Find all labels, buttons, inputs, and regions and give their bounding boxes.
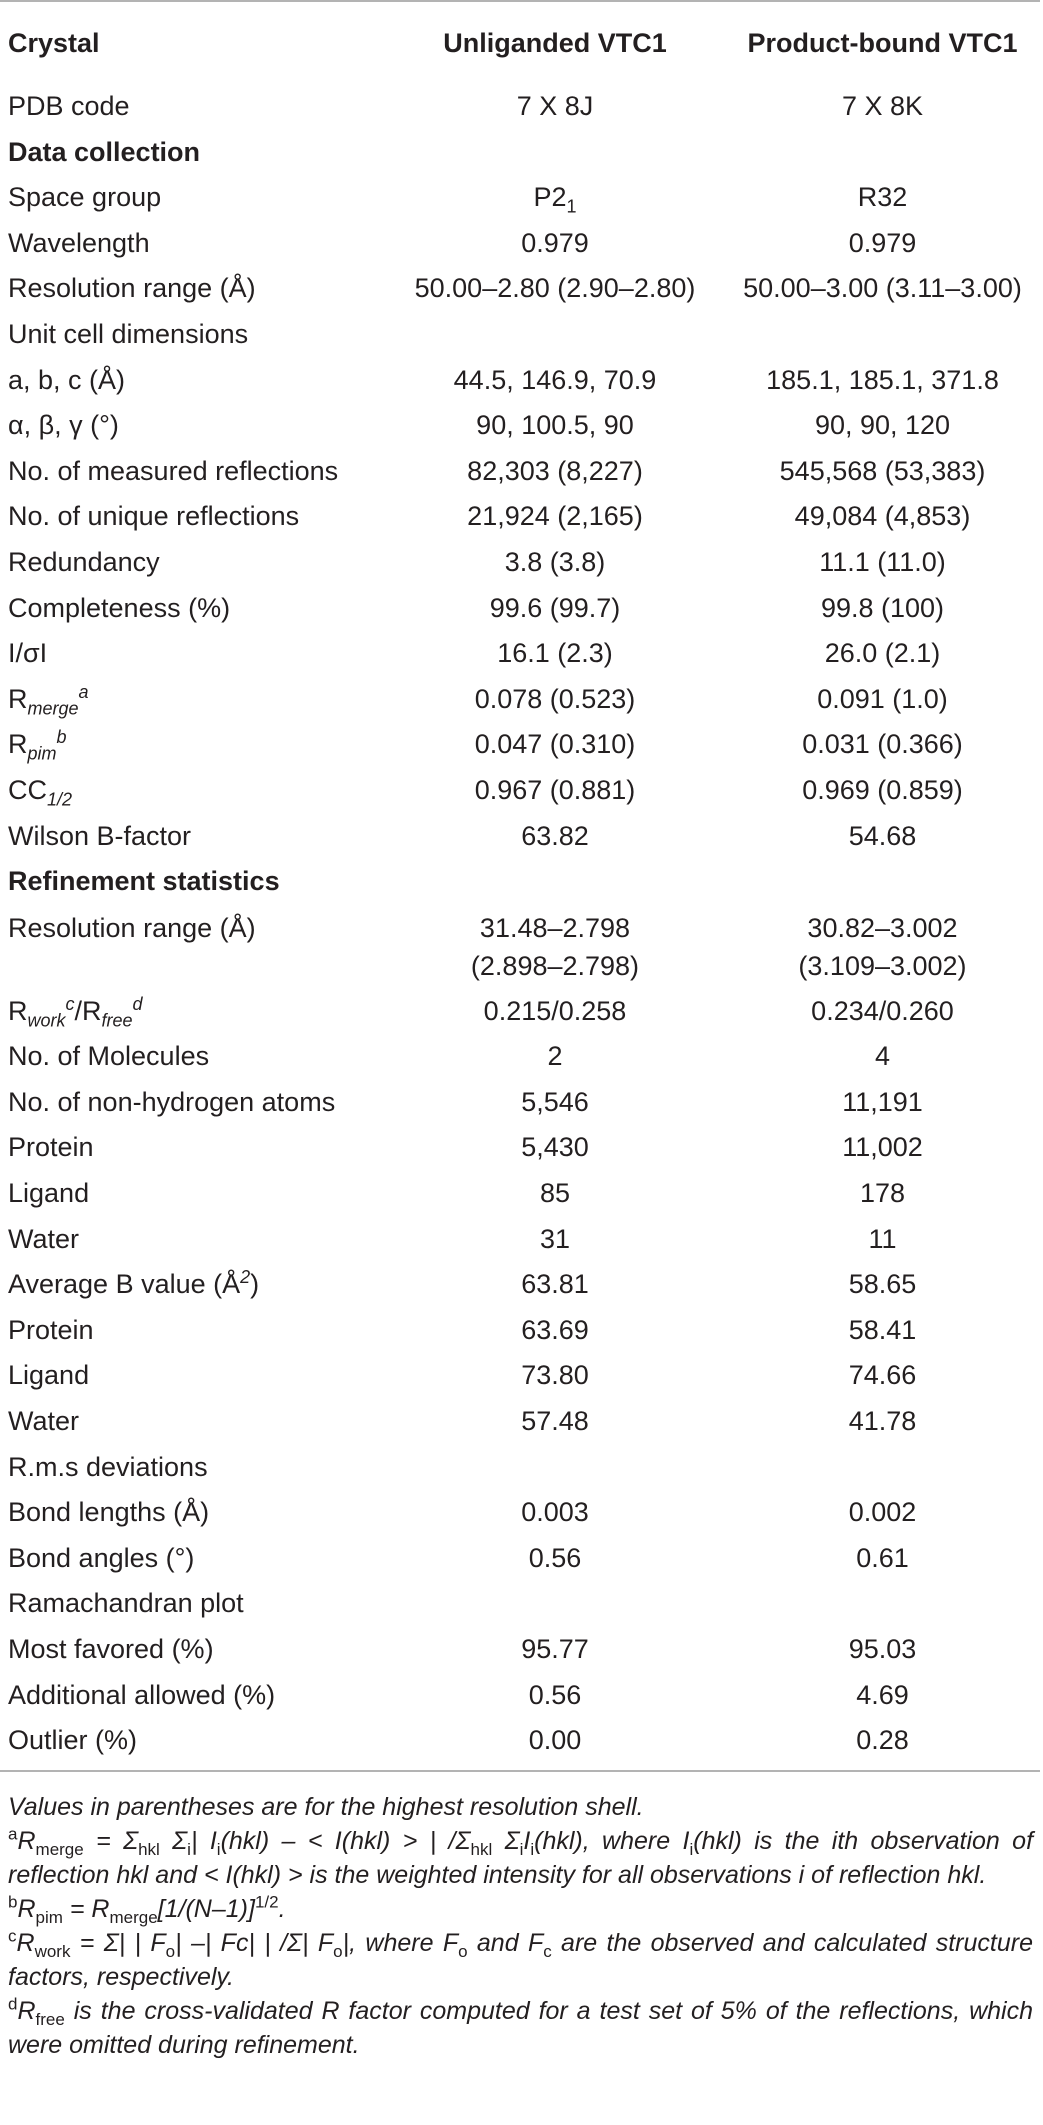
footnote-a: $^aR_{merge} = \Sigma_{hkl}$ $\Sigma_i|$ $I_i(hkl)$ – < I(hkl) > | $/\Sigma_{hkl}$ $\Sigma_iI_i(hkl)$, where $I_i(hkl)$ is the ith observation of reflection hkl and < I(hkl) > is the weighted intensity for all observations i of reflection hkl.	[8, 1824, 1034, 1889]
unliganded-value: 0.979	[521, 227, 589, 258]
footnote-c: $^cR_{work} = \Sigma|$ | $F_o|$ –| Fc| | /Σ| $F_o|$, where $F_o$ and $F_c$ are the observed and calculated structure factors, respectively.	[8, 1926, 1033, 1991]
footnote-parentheses: Values in parentheses are for the highest resolution shell.	[8, 1793, 644, 1821]
row-label: Redundancy	[8, 546, 160, 577]
row-label: $R_{work}^c/R_{free}^d$	[8, 993, 143, 1031]
row-label: Wavelength	[8, 227, 150, 258]
unliganded-value: 3.8 (3.8)	[504, 546, 606, 577]
product-bound-value: 58.41	[848, 1314, 917, 1345]
table-row	[0, 266, 1040, 312]
table-row	[0, 722, 1040, 768]
row-label: I/σI	[8, 638, 48, 669]
crystallography-table	[0, 2, 1040, 1764]
row-label: R.m.s deviations	[8, 1451, 208, 1482]
header-product-bound: Product-bound VTC1	[747, 28, 1018, 58]
table-row	[0, 1308, 1040, 1354]
header-crystal: Crystal	[8, 28, 100, 58]
unliganded-value: 0.047 (0.310)	[474, 729, 636, 760]
table-footnotes	[8, 1790, 1033, 2062]
product-bound-value: 7 X 8K	[841, 91, 924, 121]
unliganded-value: 63.69	[521, 1314, 589, 1345]
row-label: $CC_{1/2}$	[8, 774, 73, 810]
product-bound-value: 11,191	[842, 1086, 923, 1117]
unliganded-value: 95.77	[521, 1634, 589, 1664]
unliganded-value: 31.48–2.798 (2.898–2.798)	[470, 912, 640, 981]
table-row	[0, 814, 1040, 860]
unliganded-value: 57.48	[521, 1406, 589, 1437]
row-label: Completeness (%)	[8, 592, 231, 623]
product-bound-value: 0.969 (0.859)	[802, 774, 963, 805]
row-label: Water	[8, 1223, 80, 1254]
product-bound-value: 11,002	[842, 1132, 923, 1163]
table-row	[0, 494, 1040, 540]
unliganded-value: 31	[539, 1223, 571, 1254]
footnote-d: $^dR_{free}$ is the cross-validated R factor computed for a test set of 5% of the reflections, which were omitted during refinement.	[8, 1994, 1033, 2059]
row-label: Unit cell dimensions	[8, 318, 249, 349]
row-label: Additional allowed (%)	[8, 1679, 276, 1710]
table-row	[0, 449, 1040, 495]
unliganded-value: 63.82	[521, 820, 589, 851]
table-row	[0, 84, 1040, 130]
unliganded-value: 0.56	[528, 1542, 582, 1573]
product-bound-value: 545,568 (53,383)	[779, 455, 986, 486]
row-label: Space group	[8, 182, 162, 213]
table-row	[0, 1673, 1040, 1719]
product-bound-value: 95.03	[848, 1634, 917, 1664]
product-bound-value	[725, 1445, 1040, 1491]
table-row	[0, 221, 1040, 267]
unliganded-value: 0.967 (0.881)	[474, 774, 636, 805]
table-row	[0, 1581, 1040, 1627]
row-label: No. of Molecules	[8, 1041, 210, 1072]
product-bound-value: 0.031 (0.366)	[802, 729, 963, 760]
row-label: Most favored (%)	[8, 1634, 214, 1664]
product-bound-value: 30.82–3.002 (3.109–3.002)	[798, 912, 967, 981]
product-bound-value: 11	[868, 1223, 897, 1254]
unliganded-value: 73.80	[521, 1360, 589, 1391]
row-label: Resolution range (Å)	[8, 273, 256, 304]
product-bound-value: 11.1 (11.0)	[819, 546, 946, 577]
unliganded-value: 50.00–2.80 (2.90–2.80)	[414, 273, 696, 304]
row-label: No. of non-hydrogen atoms	[8, 1086, 336, 1117]
row-label: $R_{merge}^a$	[8, 681, 89, 719]
unliganded-value	[385, 312, 725, 358]
unliganded-value: 2	[547, 1041, 563, 1072]
product-bound-value: 0.234/0.260	[811, 995, 954, 1026]
unliganded-value: 63.81	[521, 1269, 589, 1300]
section-row	[0, 859, 1040, 905]
product-bound-value: 58.65	[848, 1269, 917, 1300]
table-row	[0, 1490, 1040, 1536]
product-bound-value: 178	[859, 1178, 906, 1209]
row-label: α, β, γ (°)	[8, 410, 119, 441]
table-row	[0, 1399, 1040, 1445]
table-row	[0, 1171, 1040, 1217]
row-label: Bond angles (°)	[8, 1542, 195, 1573]
header-unliganded: Unliganded VTC1	[443, 28, 667, 58]
table-row	[0, 631, 1040, 677]
row-label: Ramachandran plot	[8, 1588, 244, 1619]
product-bound-value: 50.00–3.00 (3.11–3.00)	[743, 273, 1022, 304]
table-row	[0, 989, 1040, 1035]
row-label: $R_{pim}^b$	[8, 727, 67, 764]
product-bound-value: 0.979	[848, 227, 917, 258]
unliganded-value: 5,430	[521, 1132, 589, 1163]
unliganded-value: 0.00	[528, 1725, 582, 1756]
product-bound-value: 4	[874, 1041, 891, 1072]
row-label: Protein	[8, 1132, 94, 1163]
product-bound-value: 54.68	[848, 820, 917, 851]
table-row	[0, 1627, 1040, 1673]
footnote-b: $^bR_{pim} = R_{merge}[1/(N-1)]^{1/2}$.	[8, 1892, 286, 1927]
product-bound-value: 74.66	[848, 1360, 917, 1391]
product-bound-value	[725, 1581, 1040, 1627]
row-label: Resolution range (Å)	[8, 912, 256, 943]
table-row	[0, 1125, 1040, 1171]
product-bound-value: 4.69	[856, 1679, 909, 1710]
unliganded-value: 90, 100.5, 90	[476, 410, 634, 441]
unliganded-value: 0.078 (0.523)	[474, 683, 636, 714]
table-row	[0, 175, 1040, 221]
row-label: Protein	[8, 1314, 94, 1345]
unliganded-value: 7 X 8J	[516, 91, 594, 121]
table-row	[0, 905, 1040, 989]
unliganded-value: 0.56	[528, 1679, 582, 1710]
product-bound-value: 49,084 (4,853)	[794, 501, 971, 532]
product-bound-value: 26.0 (2.1)	[824, 638, 941, 669]
row-label: Bond lengths (Å)	[8, 1497, 210, 1528]
table-row	[0, 1034, 1040, 1080]
product-bound-value: 0.61	[856, 1542, 909, 1573]
product-bound-value: 41.78	[848, 1406, 917, 1437]
product-bound-value: 185.1, 185.1, 371.8	[766, 364, 999, 395]
bottom-rule	[0, 1770, 1040, 1772]
row-label: a, b, c (Å)	[8, 364, 126, 395]
product-bound-value: R32	[857, 182, 908, 213]
product-bound-value: 90, 90, 120	[814, 410, 951, 441]
row-label: PDB code	[8, 91, 130, 121]
unliganded-value: 21,924 (2,165)	[467, 501, 643, 532]
table-row	[0, 677, 1040, 723]
unliganded-value: 0.003	[521, 1497, 589, 1528]
row-label: Ligand	[8, 1360, 90, 1391]
unliganded-value	[385, 1445, 725, 1491]
table-header-row	[0, 2, 1040, 84]
unliganded-value	[385, 1581, 725, 1627]
row-label: Water	[8, 1406, 80, 1437]
unliganded-value: 44.5, 146.9, 70.9	[453, 364, 657, 395]
unliganded-value: $P2_1$	[533, 182, 577, 217]
table-row	[0, 403, 1040, 449]
product-bound-value: 0.091 (1.0)	[817, 683, 948, 714]
table-row	[0, 768, 1040, 814]
table-row	[0, 1536, 1040, 1582]
row-label: No. of unique reflections	[8, 501, 300, 532]
unliganded-value: 16.1 (2.3)	[497, 638, 613, 669]
table-row	[0, 358, 1040, 404]
table-row	[0, 540, 1040, 586]
table-row	[0, 312, 1040, 358]
row-label: Outlier (%)	[8, 1725, 138, 1756]
row-label: Ligand	[8, 1178, 90, 1209]
section-heading: Data collection	[8, 136, 201, 167]
product-bound-value: 0.002	[848, 1497, 917, 1528]
table-row	[0, 1718, 1040, 1764]
table-row	[0, 1262, 1040, 1308]
unliganded-value: 82,303 (8,227)	[467, 455, 643, 486]
section-row	[0, 130, 1040, 176]
table-row	[0, 586, 1040, 632]
row-label: Average B value $(Å^2)$	[8, 1267, 260, 1300]
row-label: Wilson B-factor	[8, 820, 192, 851]
row-label: No. of measured reflections	[8, 455, 339, 486]
table-row	[0, 1217, 1040, 1263]
unliganded-value: 85	[539, 1178, 571, 1209]
product-bound-value	[725, 312, 1040, 358]
unliganded-value: 5,546	[521, 1086, 589, 1117]
product-bound-value: 99.8 (100)	[820, 592, 945, 623]
table-row	[0, 1353, 1040, 1399]
unliganded-value: 99.6 (99.7)	[489, 592, 621, 623]
table-row	[0, 1445, 1040, 1491]
product-bound-value: 0.28	[856, 1725, 909, 1756]
unliganded-value: 0.215/0.258	[483, 995, 627, 1026]
section-heading: Refinement statistics	[8, 866, 280, 897]
table-body	[0, 84, 1040, 1764]
table-row	[0, 1080, 1040, 1126]
